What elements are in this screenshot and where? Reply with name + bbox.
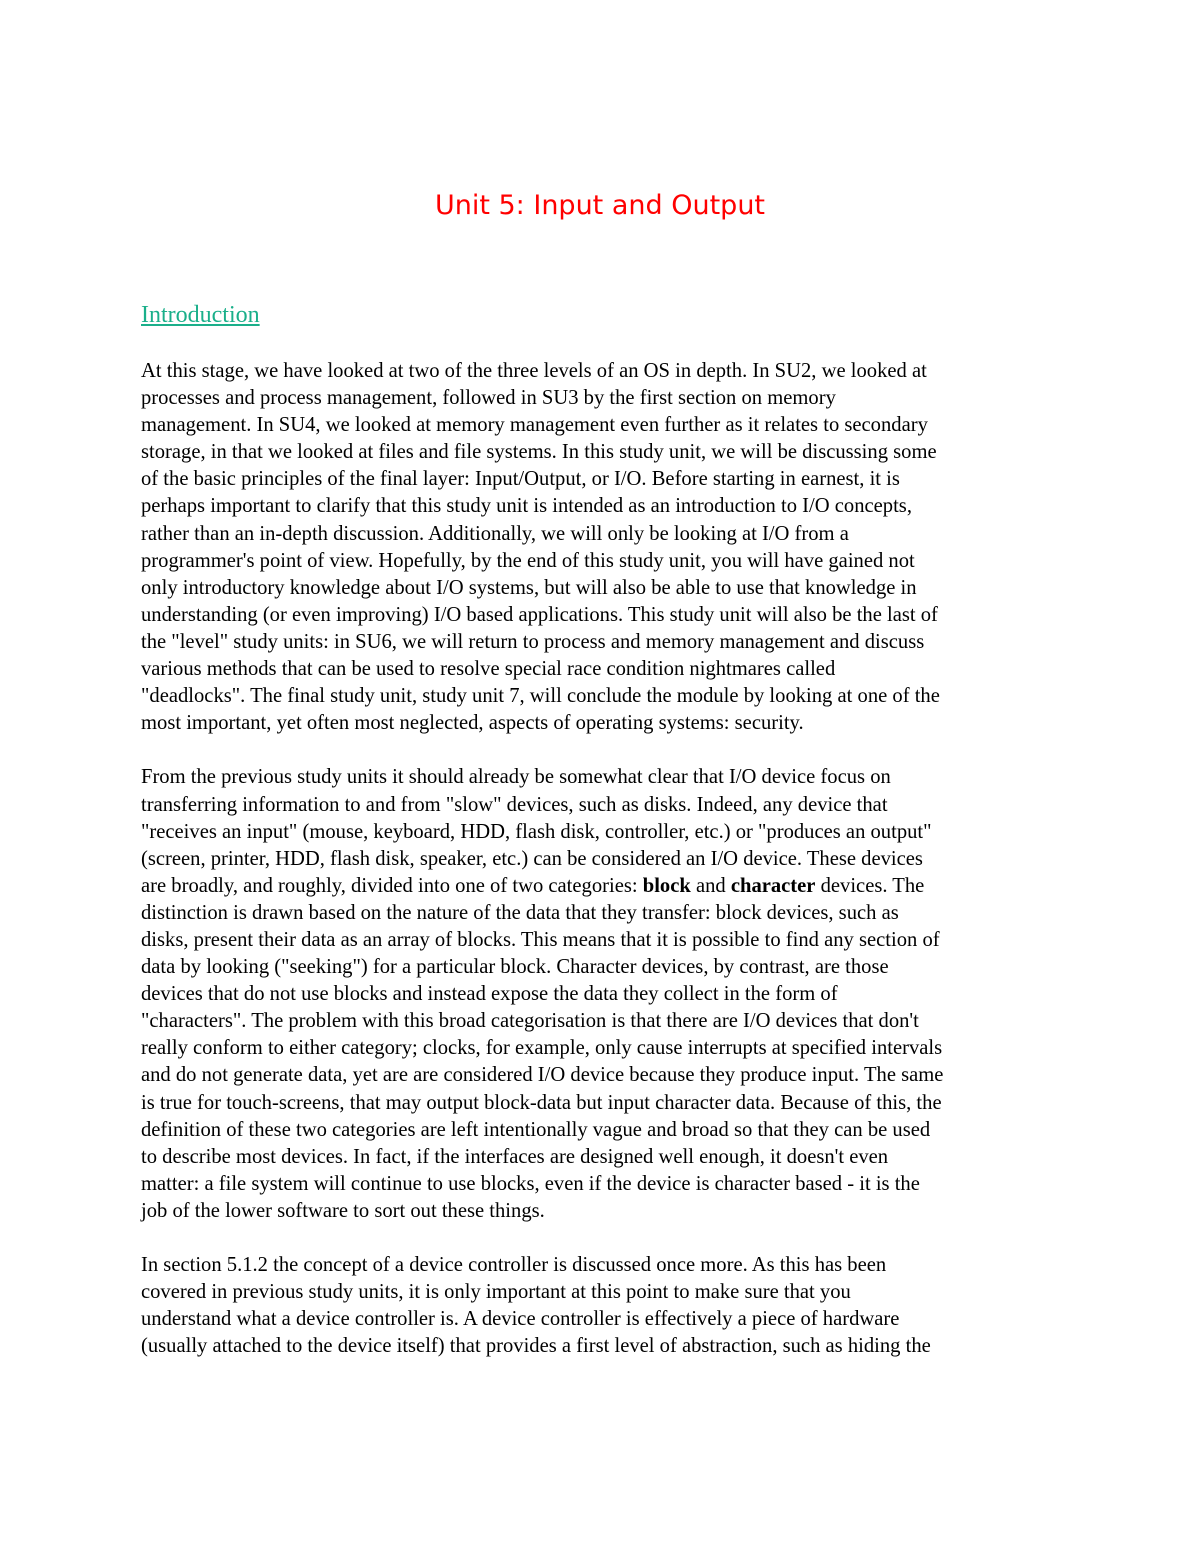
text-line: rather than an in-depth discussion. Additionally, we will only be looking at I/O from a: [141, 522, 849, 545]
text-line: devices that do not use blocks and instead expose the data they collect in the form of: [141, 983, 838, 1006]
text-line: of the basic principles of the final layer: Input/Output, or I/O. Before starting in earnest, it is: [141, 468, 900, 491]
text-line: only introductory knowledge about I/O systems, but will also be able to use that knowledge in: [141, 576, 917, 599]
text-line: disks, present their data as an array of blocks. This means that it is possible to find any section of: [141, 928, 940, 951]
text-line: In section 5.1.2 the concept of a device controller is discussed once more. As this has been: [141, 1254, 887, 1277]
text-line: From the previous study units it should already be somewhat clear that I/O device focus on: [141, 766, 891, 789]
text-line: to describe most devices. In fact, if the interfaces are designed well enough, it doesn't even: [141, 1145, 889, 1168]
text-fragment: devices. The: [815, 874, 925, 897]
text-line: data by looking ("seeking") for a particular block. Character devices, by contrast, are those: [141, 956, 889, 979]
text-line: is true for touch-screens, that may output block-data but input character data. Because of this, the: [141, 1091, 942, 1114]
text-line: distinction is drawn based on the nature of the data that they transfer: block devices, such as: [141, 901, 899, 924]
text-line: various methods that can be used to resolve special race condition nightmares called: [141, 658, 836, 681]
paragraph-1: [141, 358, 1071, 737]
section-heading-introduction: Introduction: [141, 302, 260, 328]
text-line: processes and process management, followed in SU3 by the first section on memory: [141, 387, 836, 410]
text-line: At this stage, we have looked at two of the three levels of an OS in depth. In SU2, we looked at: [141, 360, 927, 382]
text-line: transferring information to and from "slow" devices, such as disks. Indeed, any device that: [141, 793, 888, 816]
text-fragment: are broadly, and roughly, divided into one of two categories:: [141, 874, 643, 897]
paragraph-2: [141, 764, 1071, 1225]
page-title: Unit 5: Input and Output: [434, 190, 766, 221]
text-line: covered in previous study units, it is only important at this point to make sure that you: [141, 1281, 851, 1304]
text-line: most important, yet often most neglected, aspects of operating systems: security.: [141, 712, 804, 735]
body-text: [141, 358, 1071, 1388]
bold-term: character: [730, 874, 816, 897]
text-line: matter: a file system will continue to use blocks, even if the device is character based - it is the: [141, 1172, 920, 1195]
text-line: perhaps important to clarify that this study unit is intended as an introduction to I/O concepts,: [141, 495, 912, 518]
text-line: programmer's point of view. Hopefully, by the end of this study unit, you will have gained not: [141, 549, 915, 572]
text-line: job of the lower software to sort out these things.: [141, 1199, 545, 1222]
text-line: (usually attached to the device itself) that provides a first level of abstraction, such as hiding the: [141, 1335, 931, 1358]
text-line: "deadlocks". The final study unit, study unit 7, will conclude the module by looking at one of the: [141, 685, 940, 708]
text-fragment: and: [690, 874, 731, 897]
text-line: (screen, printer, HDD, flash disk, speaker, etc.) can be considered an I/O device. These devices: [141, 847, 923, 870]
text-line: and do not generate data, yet are are considered I/O device because they produce input. The same: [141, 1064, 944, 1087]
paragraph-3: [141, 1252, 1071, 1360]
text-line: definition of these two categories are left intentionally vague and broad so that they can be used: [141, 1118, 931, 1141]
text-line: really conform to either category; clocks, for example, only cause interrupts at specified intervals: [141, 1037, 943, 1060]
text-line: understand what a device controller is. A device controller is effectively a piece of hardware: [141, 1308, 900, 1331]
text-line: "receives an input" (mouse, keyboard, HDD, flash disk, controller, etc.) or "produces an output": [141, 820, 932, 843]
text-line: "characters". The problem with this broad categorisation is that there are I/O devices that don't: [141, 1010, 919, 1033]
text-line: [141, 873, 1071, 900]
text-line: understanding (or even improving) I/O based applications. This study unit will also be the last of: [141, 603, 938, 626]
text-line: storage, in that we looked at files and file systems. In this study unit, we will be discussing some: [141, 441, 937, 464]
bold-term: block: [642, 874, 691, 897]
text-line: management. In SU4, we looked at memory management even further as it relates to secondary: [141, 414, 928, 437]
text-line: the "level" study units: in SU6, we will return to process and memory management and discuss: [141, 630, 925, 653]
